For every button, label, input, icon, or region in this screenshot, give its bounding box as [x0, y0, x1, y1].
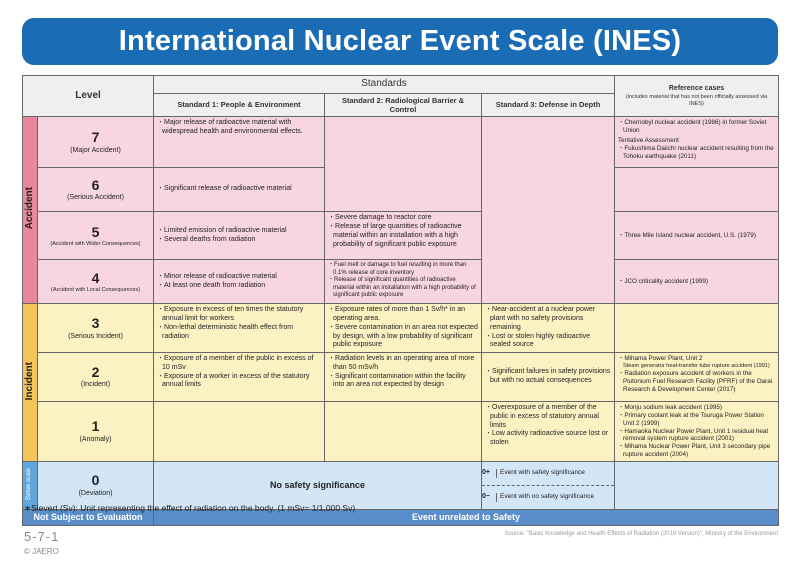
reference-header [615, 76, 779, 117]
standard3-header: Standard 3: Defense in Depth [482, 93, 615, 117]
page-number: 5-7-1 [24, 529, 60, 544]
no-safety-significance: No safety significance [154, 462, 482, 510]
level-2: 2 (Incident) [38, 353, 154, 402]
level-4: 4 (Accident with Local Consequences) [38, 260, 154, 304]
ref-level-4: ・ JCO criticality accident (1999) [615, 260, 779, 304]
ines-table [22, 75, 779, 526]
s1-level-1 [154, 402, 325, 462]
s2-level-2: ・ Radiation levels in an operating area of more than 50 mSv/h ・ Significant contamination within the facility into an area not expected by design [325, 353, 482, 402]
s2-level-1 [325, 402, 482, 462]
level-5: 5 (Accident with Wider Consequences) [38, 212, 154, 260]
s2-level-7-6 [325, 117, 482, 212]
level-1: 1 (Anomaly) [38, 402, 154, 462]
reference-title: Reference cases [668, 84, 725, 92]
s2-level-3: ・ Exposure rates of more than 1 Sv/h* in an operating area. ・ Severe contamination in an area not expected by design, with a low probability of significant public exposure [325, 304, 482, 353]
footnote: ∗Sievert (Sv): Unit representing the effect of radiation on the body. (1 mSv= 1/1,000 Sv) [24, 503, 356, 513]
ref-level-7: ・ Chernobyl nuclear accident (1986) in former Soviet Union Tentative Assessment ・ Fukushima Daiichi nuclear accident resulting from the Tohoku earthquake (2011) [615, 117, 779, 168]
event-unrelated-to-safety: Event unrelated to Safety [154, 510, 779, 526]
page-title: International Nuclear Event Scale (INES) [22, 18, 778, 65]
reference-note: (includes material that has not been officially assessed via INES) [625, 93, 768, 107]
below-scale-category: Below scale [23, 462, 38, 510]
ref-level-0 [615, 462, 779, 510]
not-subject-to-evaluation: Not Subject to Evaluation [23, 510, 154, 526]
s2-level-4: ・ Fuel melt or damage to fuel resulting in more than 0.1% release of core inventory ・ Release of significant quantities of radioactive material within an installation with a high probability of significant public exposure [325, 260, 482, 304]
s1-level-5: ・ Limited emission of radioactive material ・ Several deaths from radiation [154, 212, 325, 260]
level-3: 3 (Serious Incident) [38, 304, 154, 353]
level-0: 0 (Deviation) [38, 462, 154, 510]
incident-category: Incident [23, 304, 38, 462]
s1-level-3: ・ Exposure in excess of ten times the statutory annual limit for workers ・ Non-lethal deterministic health effect from radiation [154, 304, 325, 353]
s3-level-2: ・ Significant failures in safety provisions but with no actual consequences [482, 353, 615, 402]
s3-level-1: ・ Overexposure of a member of the public in excess of statutory annual limits ・ Low activity radioactive source lost or stolen [482, 402, 615, 462]
s3-accident [482, 117, 615, 304]
level-6: 6 (Serious Accident) [38, 168, 154, 212]
source-citation: Source: "Basic Knowledge and Health Effects of Radiation (2018 Version)", Ministry of the Environment [504, 531, 778, 537]
s1-level-6: ・ Significant release of radioactive material [154, 168, 325, 212]
accident-category: Accident [23, 117, 38, 304]
level0-subdivision: 0+ Event with safety significance 0− Event with no safety significance [482, 462, 615, 510]
s1-level-4: ・ Minor release of radioactive material ・ At least one death from radiation [154, 260, 325, 304]
s1-level-7: ・ Major release of radioactive material with widespread health and environmental effects. [154, 117, 325, 168]
ref-level-3 [615, 304, 779, 353]
s1-level-2: ・ Exposure of a member of the public in excess of 10 mSv ・ Exposure of a worker in excess of the statutory annual limits [154, 353, 325, 402]
copyright: © JAERO [24, 547, 59, 556]
level-7: 7 (Major Accident) [38, 117, 154, 168]
ref-level-2: ・ Mihama Power Plant, Unit 2 Steam generator heat-transfer tube rupture accident (1991) ・ Radiation exposure accident of workers in the Plutonium Fuel Research Facility (PFRF) of the Oarai Research & Development Center (2017) [615, 353, 779, 402]
standard1-header: Standard 1: People & Environment [154, 93, 325, 117]
standards-header: Standards [154, 76, 615, 94]
standard2-header: Standard 2: Radiological Barrier & Control [325, 93, 482, 117]
s2-level-5: ・ Severe damage to reactor core ・ Release of large quantities of radioactive material within an installation with a high probability of significant public exposure [325, 212, 482, 260]
ref-level-1: ・ Monju sodium leak accident (1995) ・ Primary coolant leak at the Tsuruga Power Station Unit 2 (1999) ・ Hamaoka Nuclear Power Plant, Unit 1 residual heat removal system rupture accident (2001) ・ Mihama Nuclear Power Plant, Unit 3 secondary pipe rupture accident (2004) [615, 402, 779, 462]
level-header: Level [23, 76, 154, 117]
ref-level-5: ・ Three Mile Island nuclear accident, U.S. (1979) [615, 212, 779, 260]
ref-level-6 [615, 168, 779, 212]
s3-level-3: ・ Near-accident at a nuclear power plant with no safety provisions remaining ・ Lost or stolen highly radioactive sealed source [482, 304, 615, 353]
